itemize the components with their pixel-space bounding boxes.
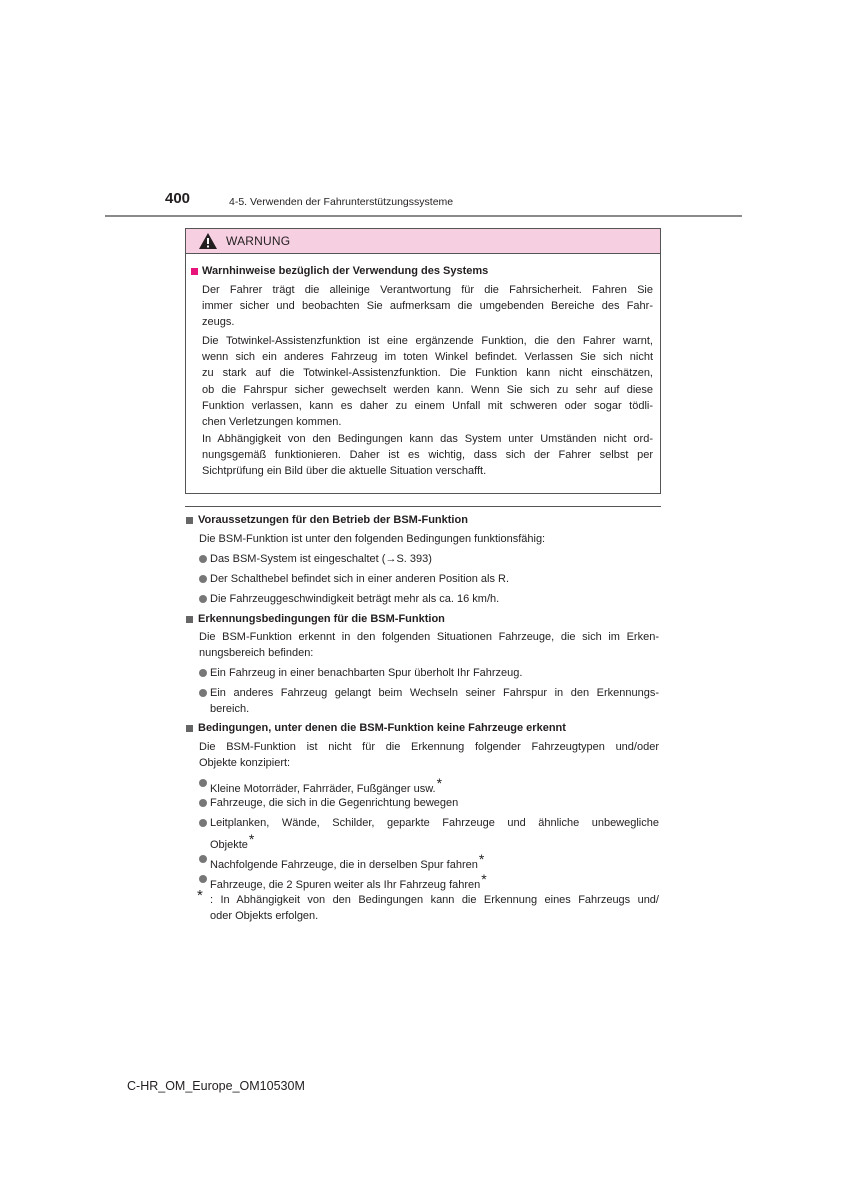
document-code: C-HR_OM_Europe_OM10530M (127, 1079, 305, 1093)
warning-subheading: Warnhinweise bezüglich der Verwendung des Systems (202, 265, 489, 277)
bullet-dot (199, 819, 207, 827)
section-heading: Voraussetzungen für den Betrieb der BSM-Funktion (198, 514, 468, 526)
heading-square (186, 616, 193, 623)
section-intro: Die BSM-Funktion erkennt in den folgenden Situationen Fahrzeuge, die sich im Erken- nungsbereich befinden: (199, 631, 659, 659)
list-item: Die Fahrzeuggeschwindigkeit beträgt mehr als ca. 16 km/h. (210, 593, 500, 605)
bullet-dot (199, 595, 207, 603)
bullet-dot (199, 575, 207, 583)
list-item: Das BSM-System ist eingeschaltet (→S. 393) (210, 553, 432, 565)
warning-paragraph: In Abhängigkeit von den Bedingungen kann das System unter Umständen nicht ord- nungsgemäß funktionieren. Daher ist es wichtig, dass sich der Fahrer selbst per Sichtprüfung ein Bild über die aktuelle Situation verschafft. (202, 433, 653, 478)
warning-title: WARNUNG (226, 234, 291, 248)
footnote-asterisk: * (436, 775, 443, 791)
warning-paragraph: Der Fahrer trägt die alleinige Verantwortung für die Fahrsicherheit. Fahren Sie immer sicher und beobachten Sie aufmerksam die umgebenden Bereiche des Fahr- zeugs. (202, 284, 653, 329)
list-item: Leitplanken, Wände, Schilder, geparkte Fahrzeuge und ähnliche unbewegliche Objekte* (210, 817, 659, 851)
heading-square (186, 725, 193, 732)
bullet-dot (199, 689, 207, 697)
bullet-dot (199, 855, 207, 863)
list-item: Fahrzeuge, die sich in die Gegenrichtung bewegen (210, 797, 459, 809)
list-item: Ein Fahrzeug in einer benachbarten Spur überholt Ihr Fahrzeug. (210, 667, 523, 679)
warning-header (186, 229, 660, 254)
footnote-marker: * (197, 887, 203, 904)
section-intro: Die BSM-Funktion ist nicht für die Erkennung folgender Fahrzeugtypen und/oder Objekte konzipiert: (199, 741, 659, 769)
section-intro: Die BSM-Funktion ist unter den folgenden Bedingungen funktionsfähig: (199, 533, 546, 545)
list-item: Der Schalthebel befindet sich in einer anderen Position als R. (210, 573, 510, 585)
list-item: Kleine Motorräder, Fahrräder, Fußgänger usw.* (210, 775, 443, 795)
footnote-asterisk: * (481, 871, 487, 887)
list-item: Ein anderes Fahrzeug gelangt beim Wechseln seiner Fahrspur in den Erkennungs- bereich. (210, 687, 659, 715)
bullet-dot (199, 875, 207, 883)
heading-square (186, 517, 193, 524)
warning-paragraph: Die Totwinkel-Assistenzfunktion ist eine ergänzende Funktion, die den Fahrer warnt, wenn sich ein anderes Fahrzeug im toten Winkel befindet. Verlassen Sie sich nicht zu stark auf die Totwinkel-Assistenzfunktion. Die Funktion kann nicht einschätzen, ob die Fahrspur sicher gewechselt werden kann. Wenn Sie sich zu sehr auf diese Funktion verlassen, kann es daher zu einem Unfall mit schweren oder sogar tödli- chen Verletzungen kommen. (202, 335, 653, 429)
warning-triangle-icon (198, 232, 218, 250)
section-heading: Bedingungen, unter denen die BSM-Funktion keine Fahrzeuge erkennt (198, 722, 566, 734)
page-number: 400 (165, 190, 191, 207)
footnote-text: : In Abhängigkeit von den Bedingungen kann die Erkennung eines Fahrzeugs und/ oder Objekts erfolgen. (210, 894, 659, 922)
section-divider (185, 506, 661, 507)
footnote-asterisk: * (248, 831, 255, 847)
header-divider (105, 215, 742, 217)
section-title: 4-5. Verwenden der Fahrunterstützungssysteme (229, 196, 454, 208)
list-item: Nachfolgende Fahrzeuge, die in derselben Spur fahren* (210, 851, 485, 871)
section-heading: Erkennungsbedingungen für die BSM-Funktion (198, 613, 445, 625)
bullet-dot (199, 779, 207, 787)
bullet-dot (199, 799, 207, 807)
bullet-dot (199, 555, 207, 563)
warning-bullet-square (191, 268, 198, 275)
footnote-asterisk: * (478, 851, 485, 867)
list-item: Fahrzeuge, die 2 Spuren weiter als Ihr Fahrzeug fahren* (210, 871, 487, 891)
bullet-dot (199, 669, 207, 677)
